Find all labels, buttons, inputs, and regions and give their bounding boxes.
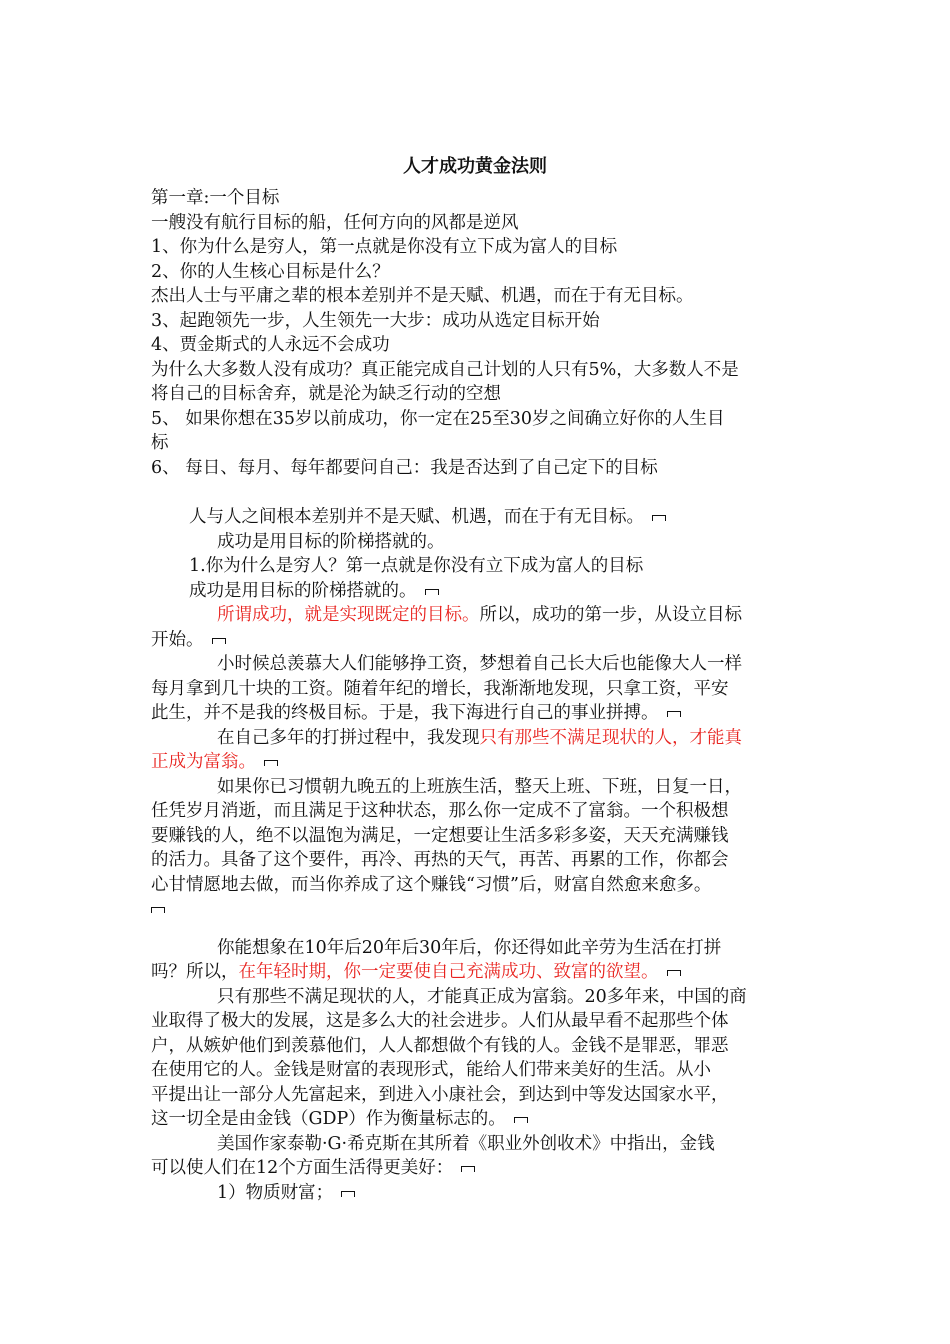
line-text: 在自己多年的打拼过程中，我发现 — [217, 727, 480, 748]
body-line: 业取得了极大的发展，这是多么大的社会进步。人们从最早看不起那些个体 — [151, 1011, 729, 1031]
body-line — [151, 1156, 801, 1181]
line-text: 此生，并不是我的终极目标。于是，我下海进行自己的事业拼搏。 — [151, 703, 659, 723]
paragraph-mark-icon — [264, 760, 278, 766]
body-line — [151, 960, 801, 985]
line-text: 1）物质财富； — [217, 1182, 334, 1203]
body-line: 为什么大多数人没有成功？真正能完成自己计划的人只有5%，大多数人不是 — [151, 359, 739, 380]
body-line: 心甘情愿地去做，而当你养成了这个赚钱“习惯”后，财富自然愈来愈多。 — [151, 874, 712, 895]
line-text: 可以使人们在12个方面生活得更美好： — [151, 1158, 454, 1178]
body-line — [151, 1107, 801, 1132]
document-body — [151, 186, 801, 1205]
body-line: 的活力。具备了这个要件，再冷、再热的天气，再苦、再累的工作，你都会 — [151, 850, 729, 870]
body-line: 平提出让一部分人先富起来，到进入小康社会，到达到中等发达国家水平， — [151, 1084, 729, 1105]
list-item — [151, 1181, 801, 1206]
paragraph-mark-icon — [425, 589, 439, 595]
body-line: 将自己的目标舍弃，就是沦为缺乏行动的空想 — [151, 384, 501, 404]
body-line — [151, 701, 801, 726]
body-line — [151, 726, 801, 751]
body-line: 6、 每日、每月、每年都要问自己：我是否达到了自己定下的目标 — [151, 457, 658, 478]
paragraph-mark-icon — [652, 515, 666, 521]
paragraph-mark-icon — [212, 638, 226, 644]
spacer — [151, 922, 801, 936]
body-line: 在使用它的人。金钱是财富的表现形式，能给人们带来美好的生活。从小 — [151, 1060, 711, 1080]
paragraph-mark-icon — [341, 1191, 355, 1197]
body-line: 3、起跑领先一步，人生领先一大步：成功从选定目标开始 — [151, 310, 600, 331]
emphasis-text: 在年轻时期，你一定要使自己充满成功、致富的欲望。 — [238, 962, 659, 982]
emphasis-text: 正成为富翁。 — [151, 752, 256, 772]
body-line: 成功是用目标的阶梯搭就的。 — [217, 531, 445, 552]
body-line: 任凭岁月消逝，而且满足于这种状态，那么你一定成不了富翁。一个积极想 — [151, 801, 729, 821]
body-line: 4、贾金斯式的人永远不会成功 — [151, 335, 390, 355]
line-text: 开始。 — [151, 629, 204, 650]
spacer — [151, 480, 801, 505]
body-line: 户，从嫉妒他们到羡慕他们，人人都想做个有钱的人。金钱不是罪恶，罪恶 — [151, 1035, 729, 1056]
emphasis-text: 所谓成功，就是实现既定的目标。 — [217, 605, 480, 625]
body-line: 标 — [151, 433, 169, 453]
body-line: 小时候总羡慕大人们能够挣工资，梦想着自己长大后也能像大人一样 — [217, 654, 742, 674]
paragraph-mark-icon — [667, 711, 681, 717]
body-line — [151, 628, 801, 653]
body-line: 你能想象在10年后20年后30年后，你还得如此辛劳为生活在打拼 — [217, 937, 722, 958]
body-line — [151, 505, 801, 530]
body-line: 一艘没有航行目标的船，任何方向的风都是逆风 — [151, 212, 519, 233]
body-line: 2、你的人生核心目标是什么？ — [151, 261, 390, 282]
line-text: 吗？所以， — [151, 962, 239, 982]
chapter-heading: 第一章:一个目标 — [151, 188, 280, 208]
line-text: 这一切全是由金钱（GDP）作为衡量标志的。 — [151, 1109, 506, 1129]
body-line: 1.你为什么是穷人？第一点就是你没有立下成为富人的目标 — [189, 556, 644, 576]
body-line: 杰出人士与平庸之辈的根本差别并不是天赋、机遇，而在于有无目标。 — [151, 286, 694, 306]
body-line: 美国作家泰勒·G·希克斯在其所着《职业外创收术》中指出，金钱 — [217, 1133, 715, 1154]
line-text: 人与人之间根本差别并不是天赋、机遇，而在于有无目标。 — [189, 507, 644, 527]
paragraph-mark-icon — [514, 1117, 528, 1123]
body-line — [151, 750, 801, 775]
paragraph-mark-icon — [667, 970, 681, 976]
body-line: 1、你为什么是穷人，第一点就是你没有立下成为富人的目标 — [151, 237, 618, 257]
body-line: 每月拿到几十块的工资。随着年纪的增长，我渐渐地发现，只拿工资，平安 — [151, 678, 729, 699]
body-line: 要赚钱的人，绝不以温饱为满足，一定想要让生活多彩多姿，天天充满赚钱 — [151, 825, 729, 846]
line-text: 所以，成功的第一步，从设立目标 — [479, 605, 742, 625]
document-title: 人才成功黄金法则 — [403, 156, 547, 177]
body-line: 只有那些不满足现状的人，才能真正成为富翁。20多年来，中国的商 — [217, 986, 747, 1007]
emphasis-text: 只有那些不满足现状的人，才能真 — [479, 727, 742, 748]
body-line — [151, 897, 801, 922]
body-line: 5、 如果你想在35岁以前成功，你一定在25至30岁之间确立好你的人生目 — [151, 408, 725, 429]
line-text: 成功是用目标的阶梯搭就的。 — [189, 580, 417, 601]
paragraph-mark-icon — [151, 907, 165, 913]
body-line — [151, 603, 801, 628]
body-line: 如果你已习惯朝九晚五的上班族生活，整天上班、下班，日复一日， — [217, 776, 742, 797]
paragraph-mark-icon — [461, 1166, 475, 1172]
body-line — [151, 579, 801, 604]
